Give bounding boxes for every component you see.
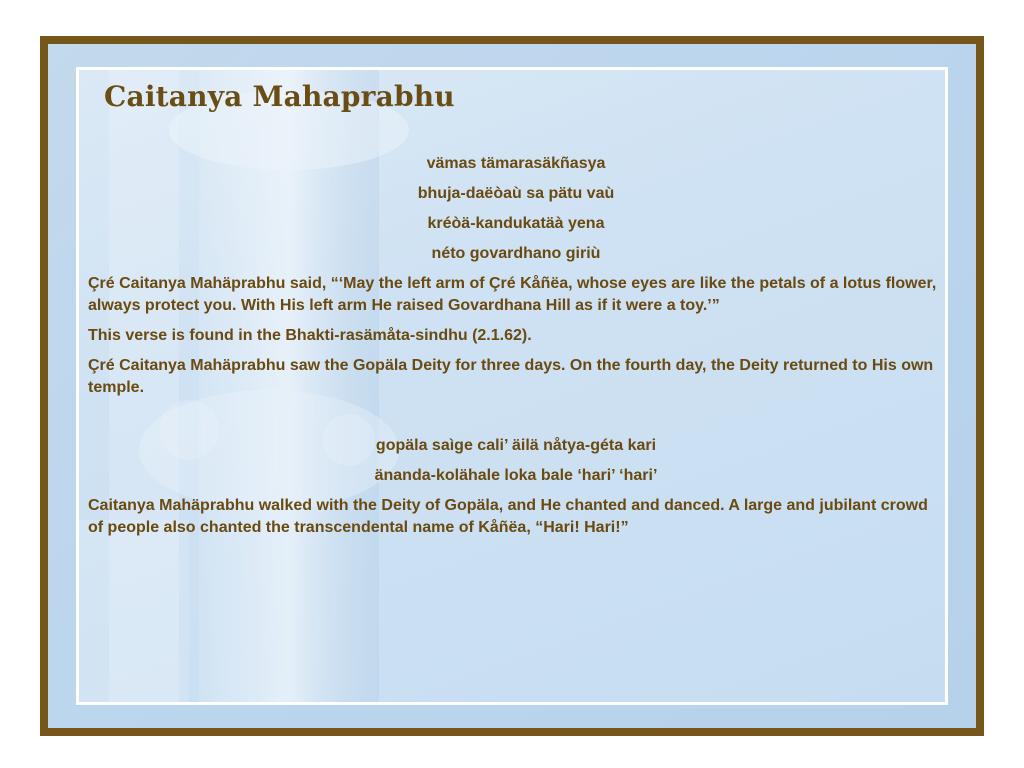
verse-line: kréòä-kandukatäà yena <box>427 215 605 232</box>
translation-paragraph: Çré Caitanya Mahäprabhu said, “‘May the left arm of Çré Kåñëa, whose eyes are like the petals of a lotus flower, always protect you. With His left arm He raised Govardhana Hill as if it were a toy.’” <box>88 275 937 314</box>
verse-line: néto govardhano giriù <box>431 245 601 262</box>
spacer <box>88 407 944 435</box>
verse-line: gopäla saìge cali’ äilä nåtya-géta kari <box>375 437 657 454</box>
translation-paragraph: Caitanya Mahäprabhu walked with the Deity of Gopäla, and He chanted and danced. A large and jubilant crowd of people also chanted the transcendental name of Kåñëa, “Hari! Hari!” <box>88 497 928 536</box>
verse-line: bhuja-daëòaù sa pätu vaù <box>417 185 615 202</box>
verse-line: vämas tämarasäkñasya <box>426 155 606 172</box>
narrative-paragraph: Çré Caitanya Mahäprabhu saw the Gopäla Deity for three days. On the fourth day, the Deity returned to His own temple. <box>88 357 934 396</box>
source-paragraph: This verse is found in the Bhakti-rasämåta-sindhu (2.1.62). <box>88 327 532 344</box>
slide-title: Caitanya Mahaprabhu <box>104 80 455 113</box>
slide-content <box>88 153 944 547</box>
verse-line: änanda-kolähale loka bale ‘hari’ ‘hari’ <box>374 467 658 484</box>
